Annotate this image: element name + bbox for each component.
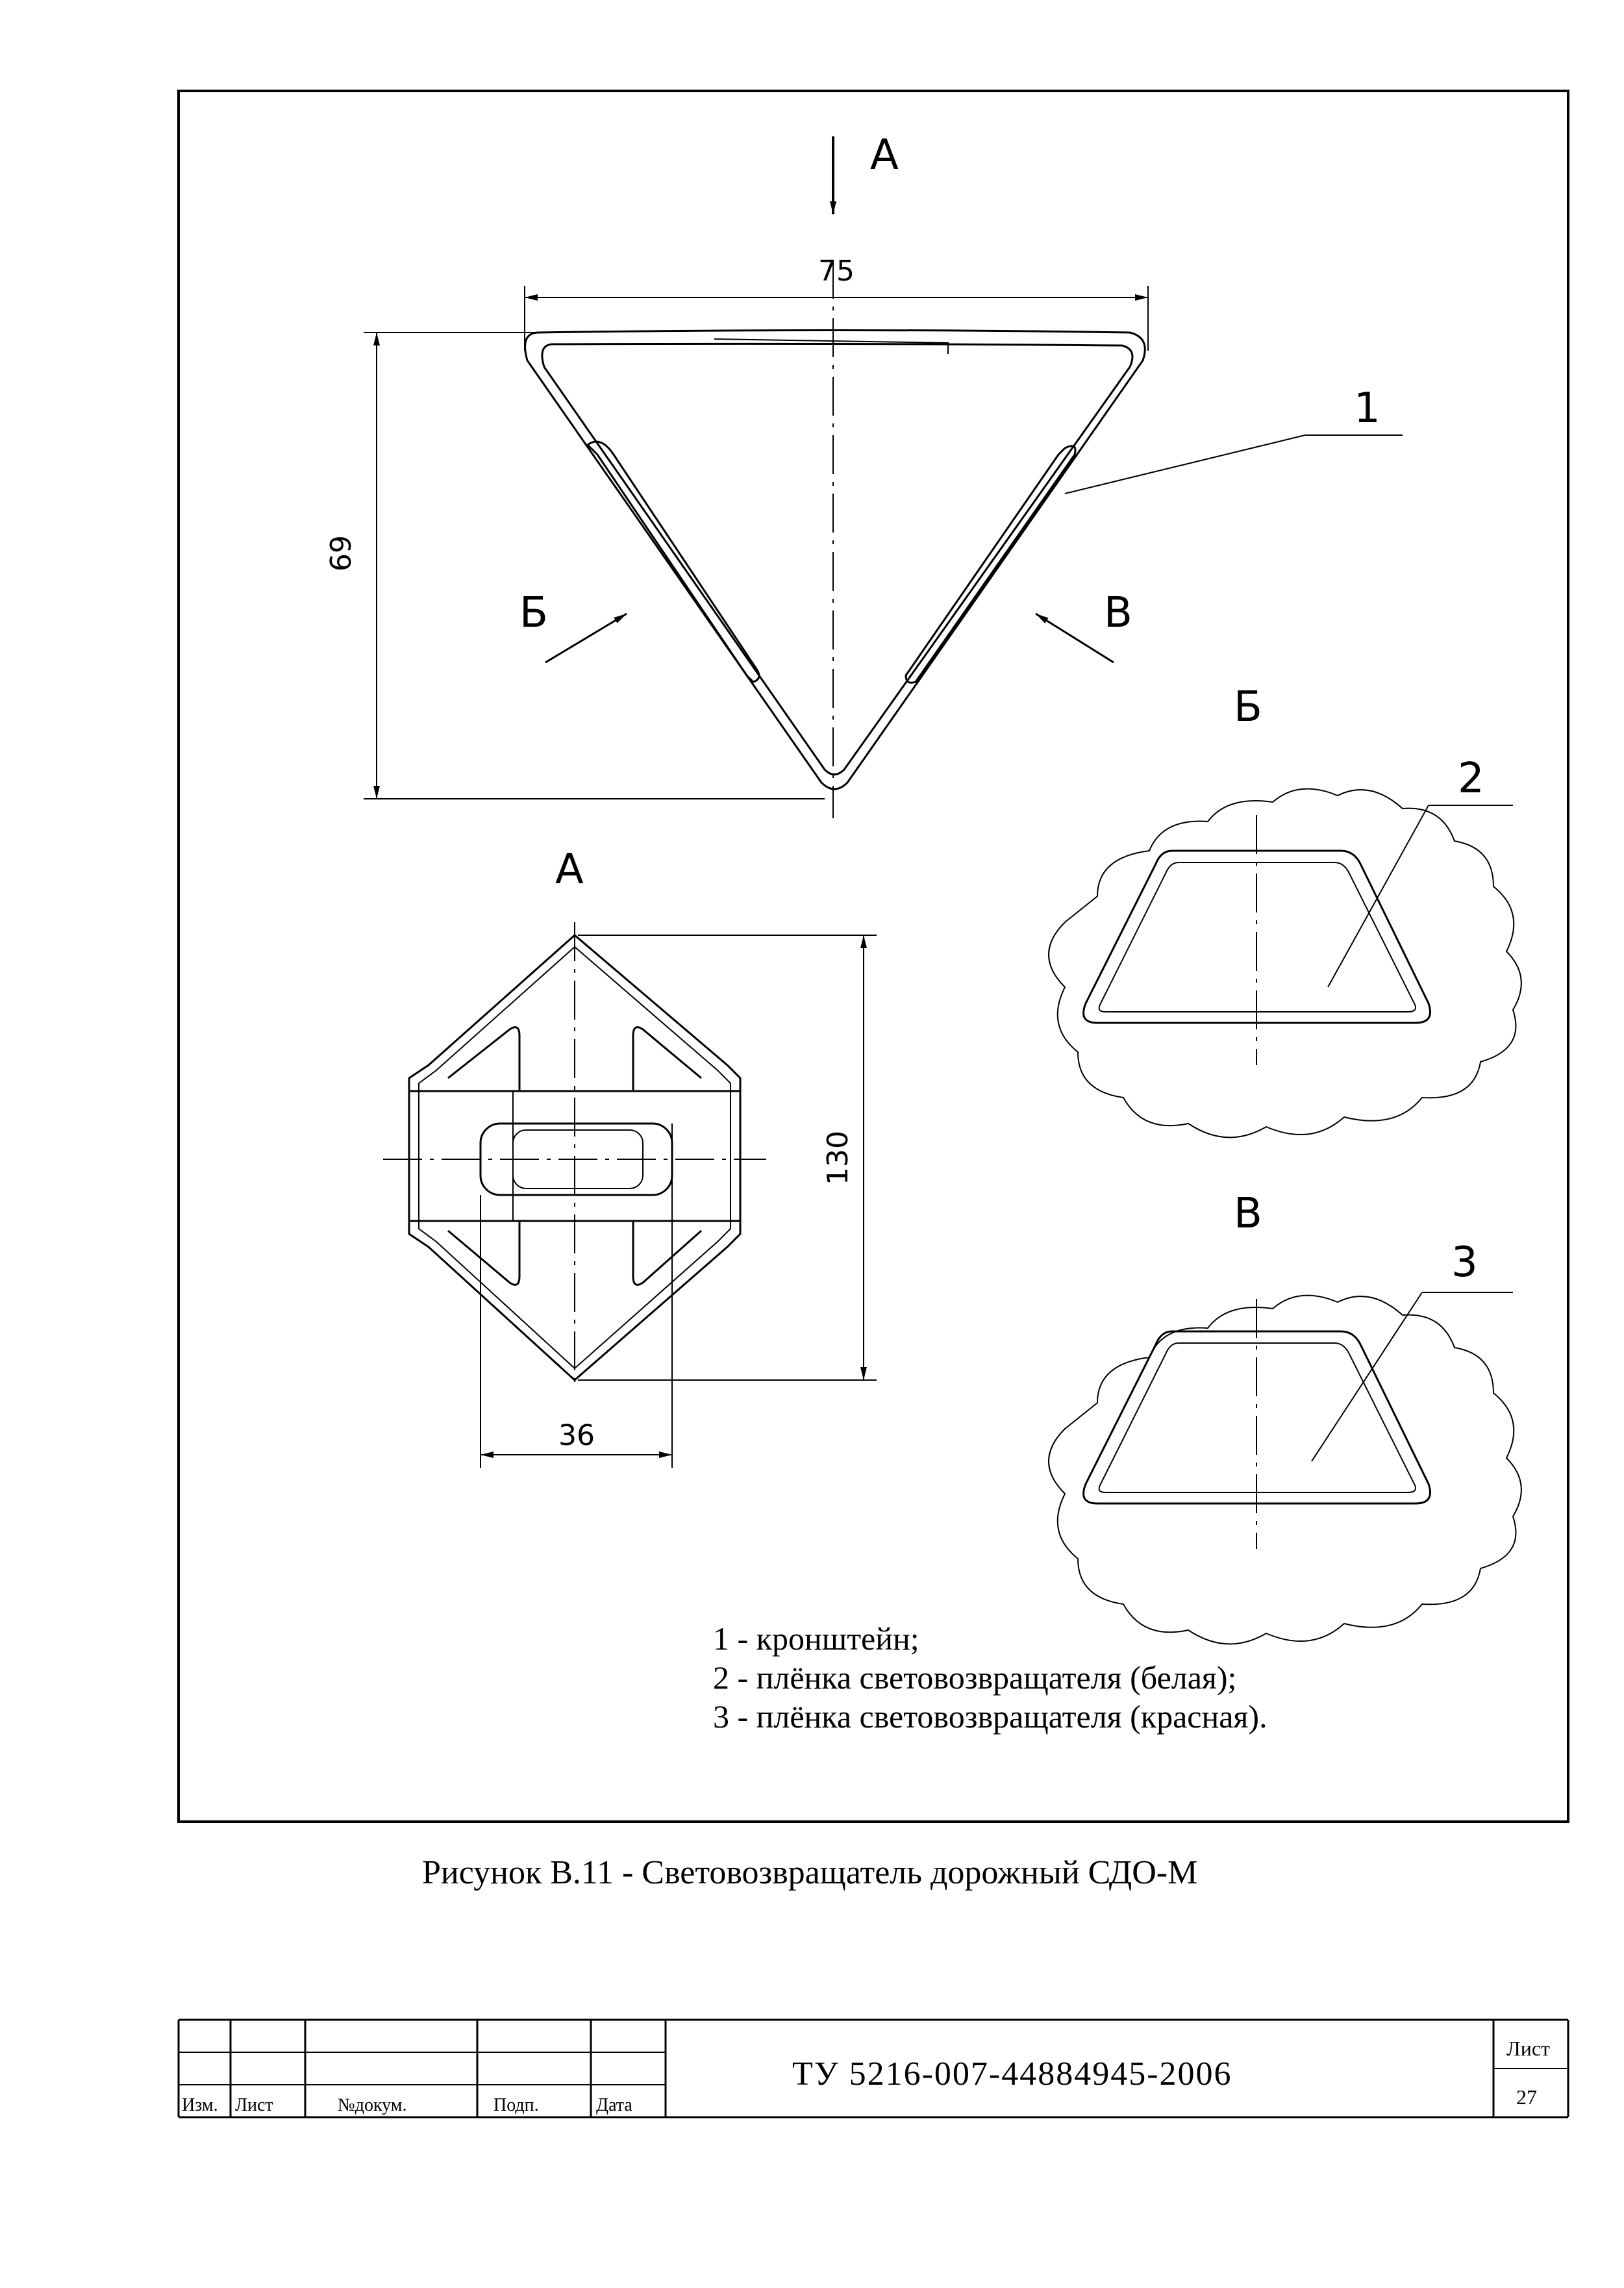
view-v-arrow <box>1036 614 1114 662</box>
view-a-title: А <box>555 846 584 894</box>
sheet-label: Лист <box>1506 2037 1551 2060</box>
header-doc-number: №докум. <box>338 2095 407 2115</box>
view-v-callout: 3 <box>1451 1238 1478 1287</box>
legend-item-2: 2 - плёнка световозвращателя (белая); <box>713 1659 1237 1696</box>
view-b-arrow <box>545 614 627 662</box>
bracket-inner-outline <box>542 344 1132 774</box>
view-v-film-cloud <box>1049 1296 1521 1644</box>
document-designation: ТУ 5216-007-44884945-2006 <box>792 2055 1232 2093</box>
header-list: Лист <box>235 2095 273 2115</box>
view-v <box>1049 1190 1521 1644</box>
view-b-trapezoid-inner <box>1099 862 1416 1012</box>
view-v-title: В <box>1234 1190 1262 1238</box>
dimension-width-36 <box>481 1195 672 1468</box>
view-v-arrow-label: В <box>1104 589 1132 637</box>
left-slot <box>588 442 759 682</box>
legend <box>713 1620 1268 1735</box>
bracket-top-flange <box>714 339 948 354</box>
sheet-number: 27 <box>1516 2085 1537 2109</box>
bracket-outer-outline <box>525 331 1145 790</box>
header-izm: Изм. <box>182 2095 218 2115</box>
view-b-callout: 2 <box>1458 755 1484 803</box>
view-a-slot-top-right <box>633 1027 701 1091</box>
view-a-arrow-label: А <box>870 131 899 179</box>
figure-caption: Рисунок В.11 - Световозвращатель дорожный СДО-М <box>422 1854 1198 1891</box>
view-b-arrow-label: Б <box>519 589 548 637</box>
view-a <box>383 846 877 1468</box>
dimension-width-75 <box>525 255 1148 351</box>
header-date: Дата <box>596 2095 632 2115</box>
title-block <box>179 2020 1568 2117</box>
callout-1-label: 1 <box>1354 384 1380 433</box>
legend-item-1: 1 - кронштейн; <box>713 1620 919 1657</box>
view-v-trapezoid-inner <box>1099 1343 1416 1492</box>
view-b <box>1049 683 1521 1137</box>
dimension-width-label: 75 <box>818 255 855 288</box>
dimension-height-69 <box>325 333 825 799</box>
view-b-title: Б <box>1234 683 1262 731</box>
dimension-height-130-label: 130 <box>821 1131 855 1185</box>
dimension-height-label: 69 <box>325 535 358 572</box>
view-a-slot-top-left <box>448 1027 519 1091</box>
view-a-slot-bottom-right <box>633 1221 701 1285</box>
dimension-height-130 <box>578 935 877 1380</box>
drawing-frame <box>179 91 1568 1822</box>
legend-item-3: 3 - плёнка световозвращателя (красная). <box>713 1698 1268 1735</box>
view-b-film-cloud <box>1049 789 1521 1138</box>
dimension-width-36-label: 36 <box>558 1419 595 1452</box>
header-signature: Подп. <box>493 2095 539 2115</box>
